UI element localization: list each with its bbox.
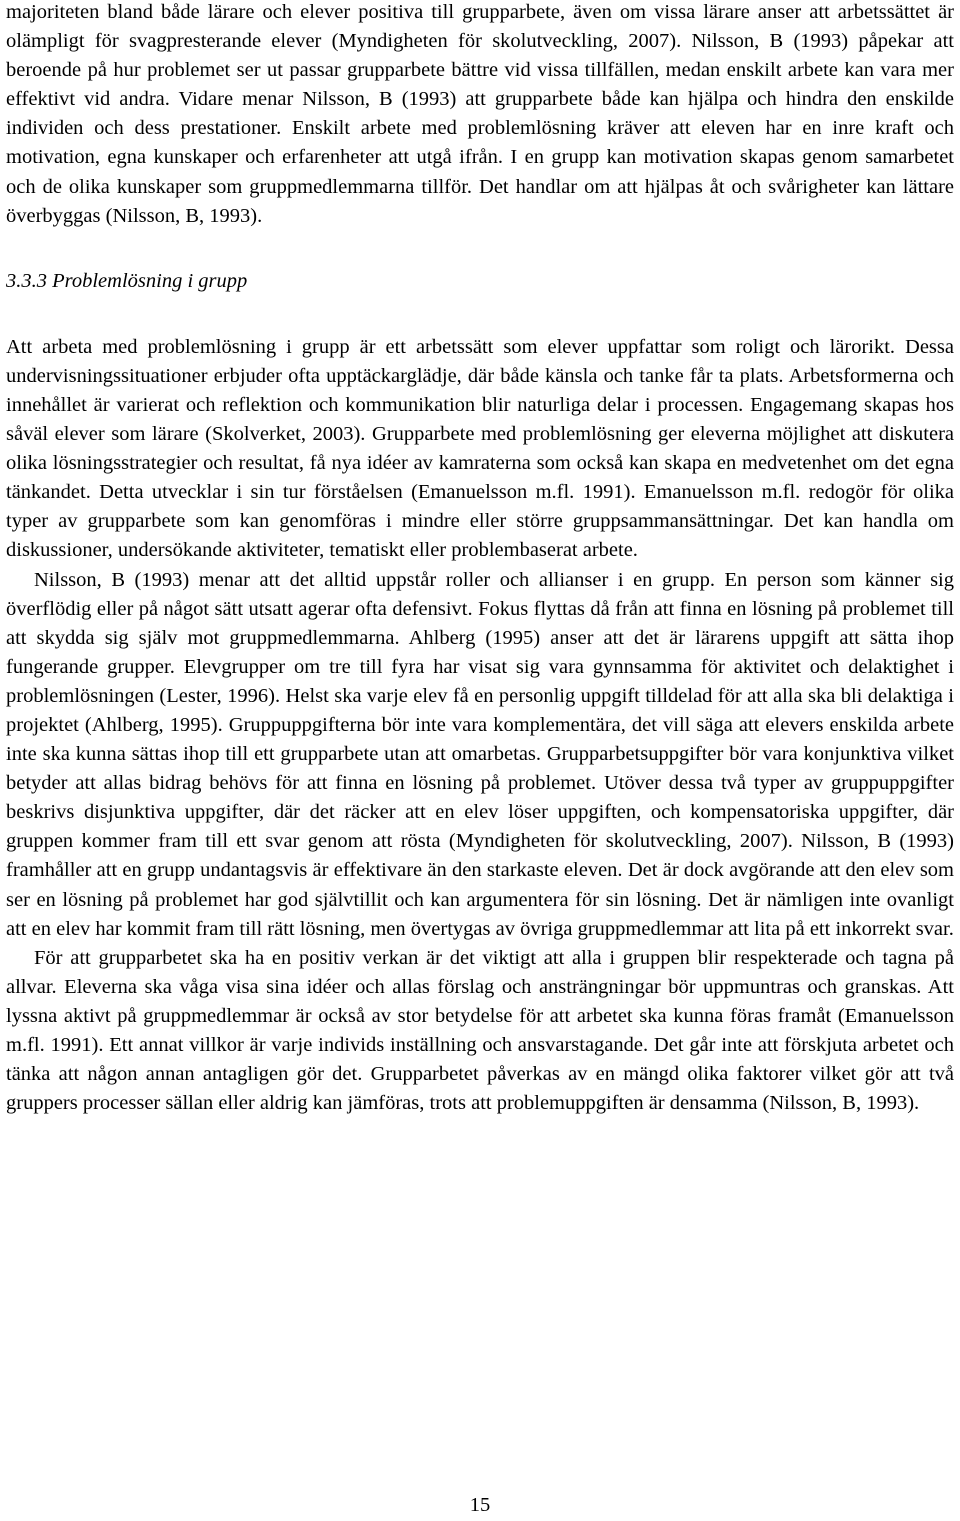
section-heading: 3.3.3 Problemlösning i grupp [6,269,248,292]
page-number: 15 [469,1494,491,1516]
body-paragraph: Nilsson, B (1993) menar att det alltid uppstår roller och allianser i en grupp. En person som känner sig överflödig eller på något sätt utsatt agerar ofta defensivt. Fokus flyttas då från att finna en lösning på problemet till att skydda sig själv mot gruppmedlemmarna. Ahlberg (1995) anser att det är lärarens uppgift att sätta ihop fungerande grupper. Elevgrupper om tre till fyra har visat sig vara gynnsamma för aktivitet och delaktighet i problemlösningen (Lester, 1996). Helst ska varje elev få en personlig uppgift tilldelad för att alla ska bli delaktiga i projektet (Ahlberg, 1995). Gruppuppgifterna bör inte vara komplementära, det vill säga att elevers enskilda arbete inte ska kunna sättas ihop till ett grupparbete utan att omarbetas. Grupparbetsuppgifter bör vara konjunktiva vilket betyder att allas bidrag behövs för att finna en lösning på problemet. Utöver dessa två typer av gruppuppgifter beskrivs disjunktiva uppgifter, där det räcker att en elev löser uppgiften, och kompensatoriska uppgifter, där gruppen kommer fram till ett svar genom att rösta (Myndigheten för skolutveckling, 2007). Nilsson, B (1993) framhåller att en grupp undantagsvis är effektivare än den starkaste eleven. Det är dock avgörande att den elev som ser en lösning på problemet har god självtillit och kan argumentera för sin lösning. Det är nämligen inte ovanligt att en elev har kommit fram till rätt lösning, men övertygas av övriga gruppmedlemmar att lita på ett inkorrekt svar. [6,568,954,940]
body-paragraph: Att arbeta med problemlösning i grupp är ett arbetssätt som elever uppfattar som roligt och lärorikt. Dessa undervisningssituationer erbjuder ofta upptäckarglädje, där både känsla och tanke får ta plats. Arbetsformerna och innehållet är varierat och reflektion och kommunikation blir naturliga delar i processen. Engagemang skapas hos såväl elever som lärare (Skolverket, 2003). Grupparbete med problemlösning ger eleverna möjlighet att diskutera olika lösningsstrategier och resultat, få nya idéer av kamraterna som också kan skapa en medvetenhet om det egna tänkandet. Detta utvecklar i sin tur förståelsen (Emanuelsson m.fl. 1991). Emanuelsson m.fl. redogör för olika typer av grupparbete som kan genomföras i mindre eller större gruppsammansättningar. Det kan handla om diskussioner, undersökande aktiviteter, tematiskt eller problembaserat arbete. [6,335,954,562]
document-page [6,0,954,1118]
body-paragraph: majoriteten bland både lärare och elever positiva till grupparbete, även om vissa lärare anser att arbetssättet är olämpligt för svagpresterande elever (Myndigheten för skolutveckling, 2007). Nilsson, B (1993) påpekar att beroende på hur problemet ser ut passar grupparbete bättre vid vissa tillfällen, medan enskilt arbete kan vara mer effektivt vid andra. Vidare menar Nilsson, B (1993) att grupparbete både kan hjälpa och hindra den enskilde individen och dess prestationer. Enskilt arbete med problemlösning kräver att eleven har en inre kraft och motivation, egna kunskaper och erfarenheter att utgå ifrån. I en grupp kan motivation skapas genom samarbetet och de olika kunskaper som gruppmedlemmarna tillför. Det handlar om att hjälpas åt och svårigheter kan lättare överbyggas (Nilsson, B, 1993). [6,1,954,227]
body-paragraph: För att grupparbetet ska ha en positiv verkan är det viktigt att alla i gruppen blir respekterade och tagna på allvar. Eleverna ska våga visa sina idéer och allas förslag och ansträngningar bör uppmuntras och granskas. Att lyssna aktivt på gruppmedlemmar är också av stor betydelse för att arbetet ska kunna föras framåt (Emanuelsson m.fl. 1991). Ett annat villkor är varje individs inställning och ansvarstagande. Det går inte att förskjuta arbetet och tänka att någon annan antagligen gör det. Grupparbetet påverkas av en mängd olika faktorer vilket gör att två gruppers processer sällan eller aldrig kan jämföras, trots att problemuppgiften är densamma (Nilsson, B, 1993). [6,946,954,1115]
